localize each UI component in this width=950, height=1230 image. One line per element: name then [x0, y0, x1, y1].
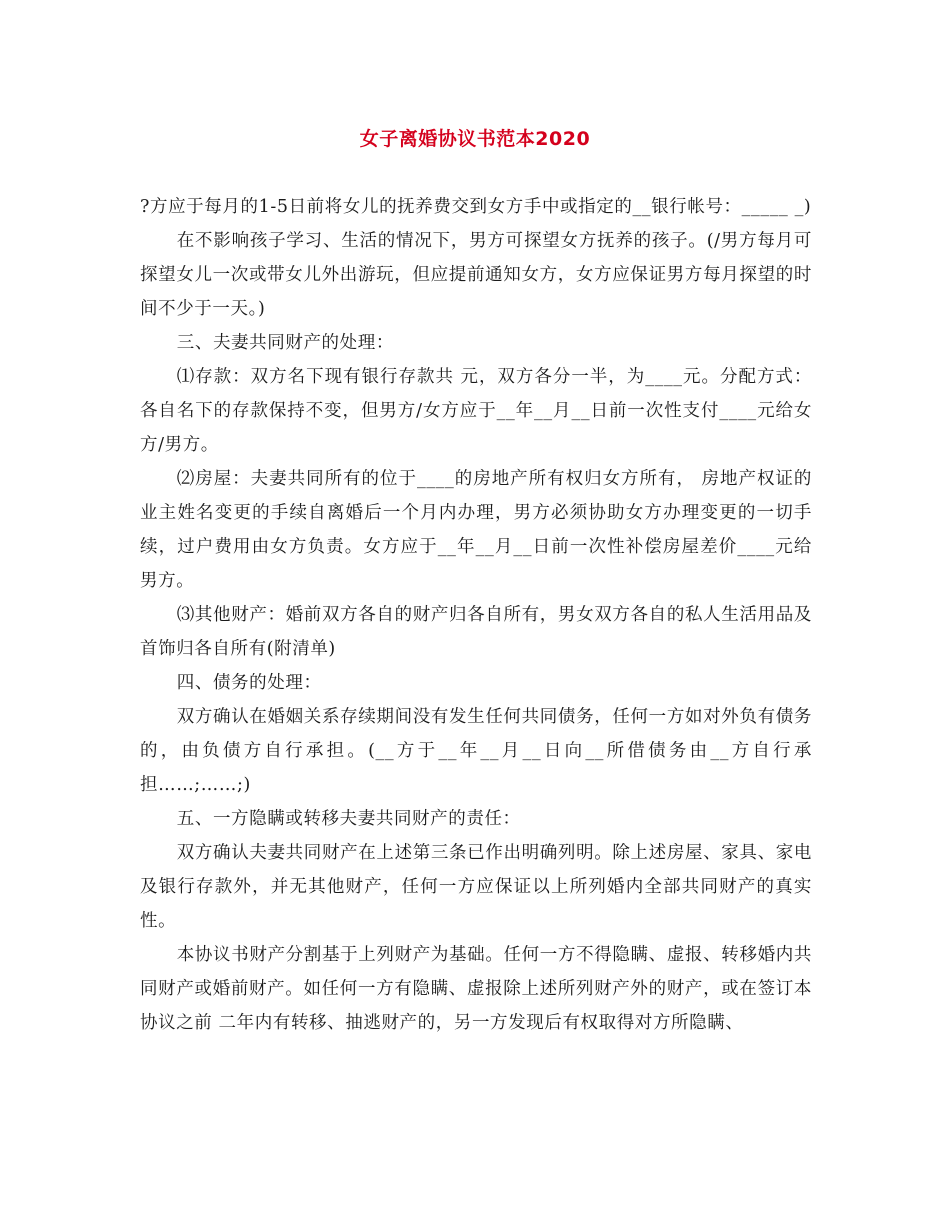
document-title: 女子离婚协议书范本2020 — [359, 128, 591, 150]
document-body — [140, 190, 812, 1040]
paragraph-child-support: ?方应于每月的1-5日前将女儿的抚养费交到女方手中或指定的__银行帐号：_____ _) — [140, 197, 812, 217]
paragraph-debts: 双方确认在婚姻关系存续期间没有发生任何共同债务，任何一方如对外负有债务的，由负债方自行承担。(__方于__年__月__日向__所借债务由__方自行承担……;……;) — [140, 707, 812, 795]
paragraph-other-property: ⑶其他财产：婚前双方各自的财产归各自所有，男女双方各自的私人生活用品及首饰归各自所有(附清单) — [140, 605, 812, 659]
paragraph-concealment-liability: 本协议书财产分割基于上列财产为基础。任何一方不得隐瞒、虚报、转移婚内共同财产或婚前财产。如任何一方有隐瞒、虚报除上述所列财产外的财产，或在签订本协议之前 二年内有转移、抽逃财产的，另一方发现后有权取得对方所隐瞒、 — [140, 945, 812, 1033]
paragraph-house: ⑵房屋：夫妻共同所有的位于____的房地产所有权归女方所有， 房地产权证的业主姓名变更的手续自离婚后一个月内办理，男方必须协助女方办理变更的一切手续，过户费用由女方负责。女方应于__年__月__日前一次性补偿房屋差价____元给男方。 — [140, 469, 812, 591]
paragraph-visitation: 在不影响孩子学习、生活的情况下，男方可探望女方抚养的孩子。(/男方每月可探望女儿一次或带女儿外出游玩，但应提前通知女方，女方应保证男方每月探望的时间不少于一天。) — [140, 231, 812, 319]
paragraph-deposits: ⑴存款：双方名下现有银行存款共 元，双方各分一半，为____元。分配方式：各自名下的存款保持不变，但男方/女方应于__年__月__日前一次性支付____元给女方/男方。 — [140, 367, 812, 455]
section-heading-debts: 四、债务的处理： — [176, 673, 322, 693]
section-heading-concealment: 五、一方隐瞒或转移夫妻共同财产的责任： — [176, 809, 521, 829]
paragraph-confirmation: 双方确认夫妻共同财产在上述第三条已作出明确列明。除上述房屋、家具、家电及银行存款外，并无其他财产，任何一方应保证以上所列婚内全部共同财产的真实性。 — [140, 843, 812, 931]
section-heading-property: 三、夫妻共同财产的处理： — [176, 333, 394, 353]
